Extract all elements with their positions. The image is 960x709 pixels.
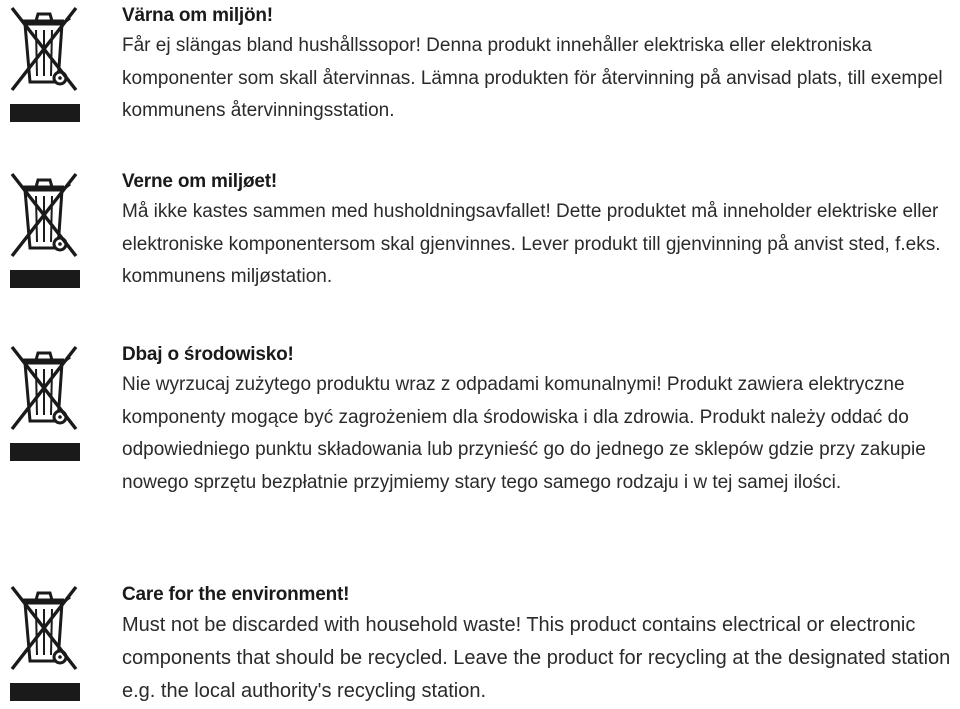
crossed-out-wheelie-bin-icon — [8, 4, 80, 124]
crossed-out-wheelie-bin-icon — [8, 170, 80, 290]
section-body: Får ej slängas bland hushållssopor! Denna produkt innehåller elektriska eller elektroniska komponenter som skall återvinnas. Lämna produkten för återvinning på anvisad plats, till exempel kommunens återvinningsstation. — [122, 35, 943, 121]
section-text — [122, 4, 952, 128]
crossed-out-wheelie-bin-icon — [8, 583, 80, 703]
crossed-out-wheelie-bin-icon — [8, 343, 80, 463]
section-body: Må ikke kastes sammen med husholdningsavfallet! Dette produktet må inneholder elektriske eller elektroniske komponentersom skal gjenvinnes. Lever produkt till gjenvinning på anvist sted, f.eks. kommunens miljøstation. — [122, 201, 941, 287]
section-text — [122, 583, 952, 708]
section-body: Must not be discarded with household waste! This product contains electrical or electronic components that should be recycled. Leave the product for recycling at the designated station e.g. the local authority's recycling station. — [122, 614, 951, 702]
section-body: Nie wyrzucaj zużytego produktu wraz z odpadami komunalnymi! Produkt zawiera elektryczne komponenty mogące być zagrożeniem dla środowiska i dla zdrowia. Produkt należy oddać do odpowiedniego punktu składowania lub przynieść go do jednego ze sklepów gdzie przy zakupie nowego sprzętu bezpłatnie przyjmiemy stary tego samego rodzaju i w tej samej ilości. — [122, 374, 926, 493]
section-heading: Dbaj o środowisko! — [122, 344, 294, 365]
section-heading: Värna om miljön! — [122, 5, 273, 26]
section-heading: Care for the environment! — [122, 584, 350, 605]
section-text — [122, 170, 952, 294]
section-text — [122, 343, 952, 499]
section-heading: Verne om miljøet! — [122, 171, 277, 192]
